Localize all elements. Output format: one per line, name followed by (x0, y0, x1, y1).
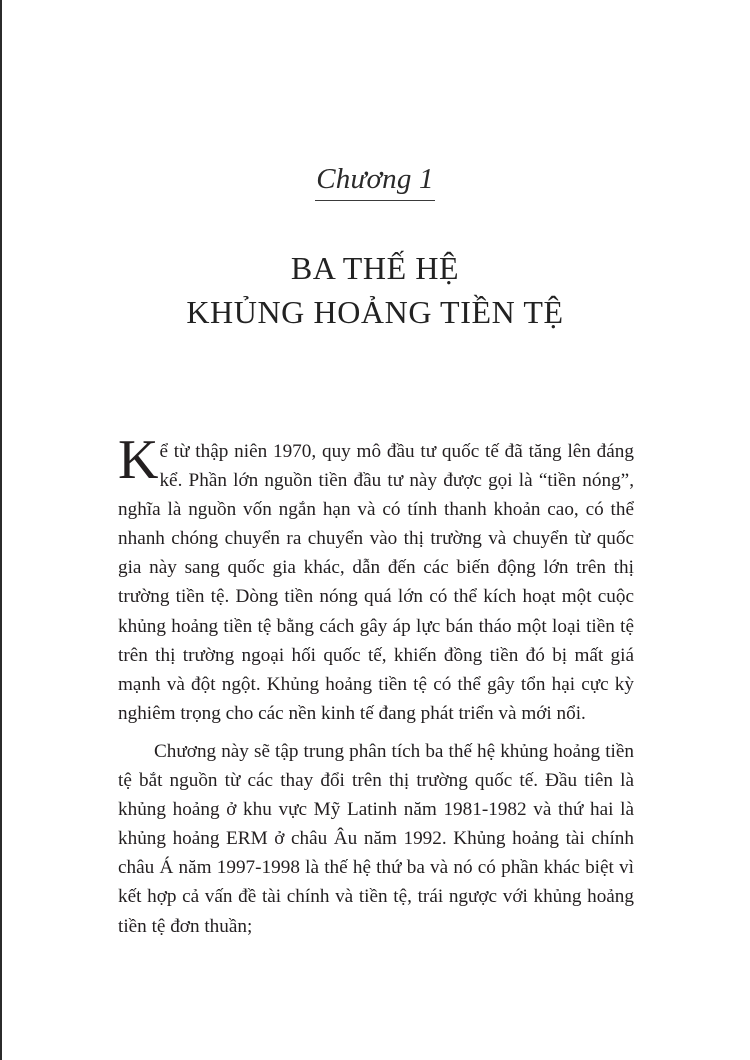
paragraph-2: Chương này sẽ tập trung phân tích ba thế hệ khủng hoảng tiền tệ bắt nguồn từ các thay đổi trên thị trường quốc tế. Đầu tiên là khủng hoảng ở khu vực Mỹ Latinh năm 1981-1982 và thứ hai là khủng hoảng ERM ở châu Âu năm 1992. Khủng hoảng tài chính châu Á năm 1997-1998 là thế hệ thứ ba và nó có phần khác biệt vì kết hợp cả vấn đề tài chính và tiền tệ, trái ngược với khủng hoảng tiền tệ đơn thuần; (118, 740, 634, 937)
chapter-label (0, 163, 750, 201)
chapter-title-line-1: BA THẾ HỆ (290, 250, 460, 286)
drop-cap: K (118, 429, 159, 491)
chapter-title-line-2: KHỦNG HOẢNG TIỀN TỆ (186, 294, 564, 330)
page-left-edge (0, 0, 2, 1060)
paragraph-1 (118, 429, 634, 728)
chapter-title (0, 246, 750, 334)
chapter-number: Chương 1 (315, 163, 435, 201)
paragraph-1-text: ể từ thập niên 1970, quy mô đầu tư quốc tế đã tăng lên đáng kể. Phần lớn nguồn tiền đầu tư này được gọi là “tiền nóng”, nghĩa là nguồn vốn ngắn hạn và có tính thanh khoản cao, có thể nhanh chóng chuyển ra chuyển vào thị trường và chuyển từ quốc gia này sang quốc gia khác, dẫn đến các biến động lớn trên thị trường tiền tệ. Dòng tiền nóng quá lớn có thể kích hoạt một cuộc khủng hoảng tiền tệ bằng cách gây áp lực bán tháo một loại tiền tệ trên thị trường ngoại hối quốc tế, khiến đồng tiền đó bị mất giá mạnh và đột ngột. Khủng hoảng tiền tệ có thể gây tổn hại cực kỳ nghiêm trọng cho các nền kinh tế đang phát triển và mới nổi. (118, 441, 634, 724)
body-text (118, 429, 634, 941)
